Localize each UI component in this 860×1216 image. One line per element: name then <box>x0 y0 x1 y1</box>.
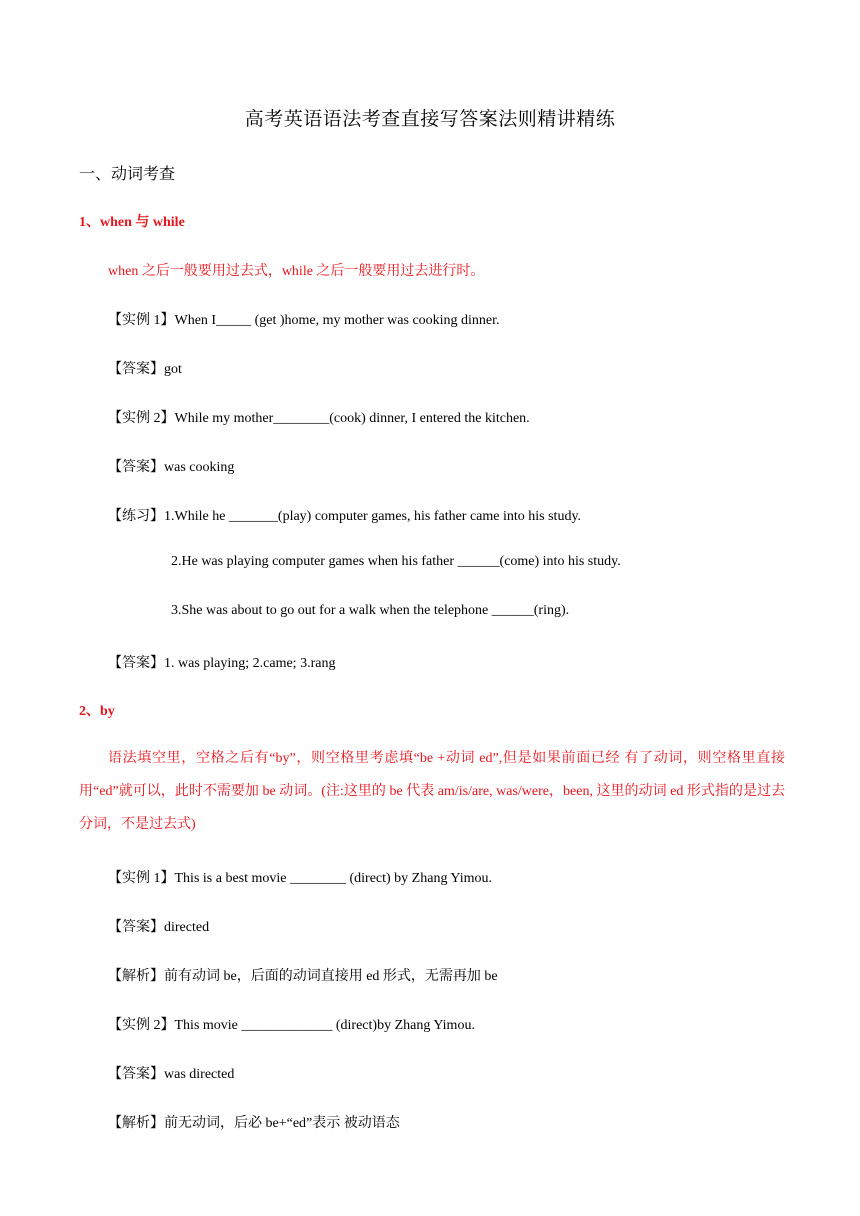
by-example-2: 【实例 2】This movie _____________ (direct)by Zhang Yimou. <box>108 1018 475 1033</box>
example-2: 【实例 2】While my mother________(cook) dinner, I entered the kitchen. <box>108 411 530 426</box>
by-answer-2: 【答案】was directed <box>108 1067 235 1082</box>
by-explanation-1: 【解析】前有动词 be，后面的动词直接用 ed 形式，无需再加 be <box>108 969 498 984</box>
example-1: 【实例 1】When I_____ (get )home, my mother was cooking dinner. <box>108 313 500 328</box>
answer-1: 【答案】got <box>108 362 182 377</box>
practice-item-1: 【练习】1.While he _______(play) computer games, his father came into his study. <box>108 509 582 524</box>
subheading-by: 2、by <box>79 704 115 719</box>
rule-when-while: when 之后一般要用过去式，while 之后一般要用过去进行时。 <box>108 264 485 279</box>
section-heading-verbs: 一、动词考查 <box>79 164 176 183</box>
practice-item-3: 3.She was about to go out for a walk when the telephone ______(ring). <box>171 603 570 618</box>
by-example-1: 【实例 1】This is a best movie ________ (direct) by Zhang Yimou. <box>108 871 493 886</box>
practice-item-2: 2.He was playing computer games when his father ______(come) into his study. <box>171 554 621 569</box>
page-title: 高考英语语法考查直接写答案法则精讲精练 <box>244 108 616 130</box>
by-explanation-2: 【解析】前无动词，后必 be+“ed”表示 被动语态 <box>108 1116 400 1131</box>
subheading-when-while: 1、when 与 while <box>79 215 185 230</box>
by-answer-1: 【答案】directed <box>108 920 210 935</box>
answer-2: 【答案】was cooking <box>108 460 235 475</box>
rule-by: 语法填空里，空格之后有“by”，则空格里考虑填“be +动词 ed”,但是如果前面已经 有了动词，则空格里直接用“ed”就可以，此时不需要加 be 动词。(注:这里的 be 代表 am/is/are, was/were，been, 这里的动词 ed 形式指的是过去分词，不是过去式) <box>79 751 785 832</box>
practice-answer: 【答案】1. was playing; 2.came; 3.rang <box>108 656 336 671</box>
